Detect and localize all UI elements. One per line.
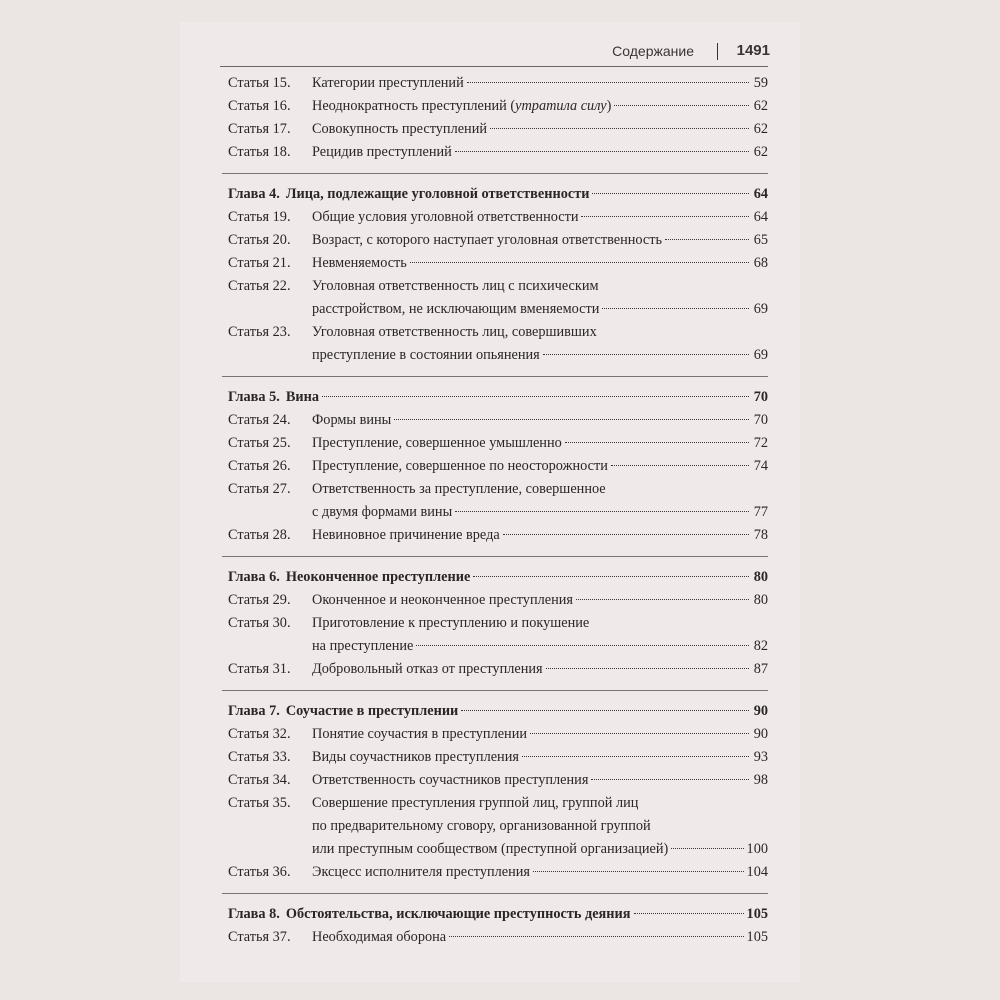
- toc-page-number: 78: [753, 527, 768, 543]
- dot-leader: [455, 511, 749, 512]
- dot-leader: [410, 262, 749, 263]
- toc-chapter-entry[interactable]: [228, 566, 768, 589]
- toc-page-number: 62: [753, 98, 768, 114]
- toc-article-entry[interactable]: [228, 275, 768, 321]
- dot-leader: [671, 848, 743, 849]
- table-of-contents: [228, 72, 768, 949]
- toc-entry-title: преступление в состоянии опьянения: [312, 347, 540, 363]
- toc-entry-prefix: Статья 35.: [228, 795, 291, 811]
- toc-article-entry[interactable]: [228, 141, 768, 164]
- toc-page-number: 74: [753, 458, 768, 474]
- toc-entry-title: Невиновное причинение вреда: [312, 527, 500, 543]
- toc-page-number: 105: [746, 929, 768, 945]
- dot-leader: [533, 871, 744, 872]
- dot-leader: [449, 936, 743, 937]
- toc-page-number: 65: [753, 232, 768, 248]
- dot-leader: [530, 733, 749, 734]
- dot-leader: [461, 710, 749, 711]
- toc-article-entry[interactable]: [228, 612, 768, 658]
- toc-entry-title: Уголовная ответственность лиц с психическим: [312, 278, 599, 294]
- dot-leader: [591, 779, 749, 780]
- toc-entry-prefix: Статья 24.: [228, 412, 291, 428]
- toc-entry-prefix: Статья 15.: [228, 75, 291, 91]
- chapter-divider: [222, 556, 768, 557]
- chapter-divider: [222, 690, 768, 691]
- toc-article-entry[interactable]: [228, 861, 768, 884]
- toc-page-number: 100: [746, 841, 768, 857]
- toc-entry-title: Необходимая оборона: [312, 929, 447, 945]
- dot-leader: [611, 465, 749, 466]
- toc-entry-prefix: Глава 6.: [228, 569, 280, 585]
- toc-article-entry[interactable]: [228, 926, 768, 949]
- chapter-divider: [222, 173, 768, 174]
- toc-entry-title: Рецидив преступлений: [312, 144, 452, 160]
- toc-entry-title: Неоконченное преступление: [285, 569, 471, 585]
- toc-entry-prefix: Глава 4.: [228, 186, 280, 202]
- toc-entry-title: Неоднократность преступлений (утратила силу): [312, 98, 612, 114]
- toc-article-entry[interactable]: [228, 252, 768, 275]
- toc-article-entry[interactable]: [228, 206, 768, 229]
- toc-entry-title: Ответственность соучастников преступления: [312, 772, 589, 788]
- toc-entry-title: Эксцесс исполнителя преступления: [312, 864, 530, 880]
- toc-page-number: 105: [746, 906, 768, 922]
- toc-entry-title: Совокупность преступлений: [312, 121, 488, 137]
- toc-entry-title: с двумя формами вины: [312, 504, 453, 520]
- toc-article-entry[interactable]: [228, 95, 768, 118]
- toc-entry-prefix: Глава 7.: [228, 703, 280, 719]
- dot-leader: [546, 668, 749, 669]
- toc-chapter-entry[interactable]: [228, 386, 768, 409]
- toc-page-number: 69: [753, 347, 768, 363]
- toc-entry-prefix: Глава 5.: [228, 389, 280, 405]
- toc-entry-title: Обстоятельства, исключающие преступность деяния: [285, 906, 631, 922]
- toc-entry-title: Вина: [285, 389, 319, 405]
- chapter-divider: [222, 893, 768, 894]
- toc-entry-title: Уголовная ответственность лиц, совершивших: [312, 324, 597, 340]
- toc-article-entry[interactable]: [228, 229, 768, 252]
- toc-page-number: 87: [753, 661, 768, 677]
- toc-entry-prefix: Статья 27.: [228, 481, 291, 497]
- toc-entry-title: расстройством, не исключающим вменяемости: [312, 301, 600, 317]
- toc-chapter-entry[interactable]: [228, 903, 768, 926]
- dot-leader: [581, 216, 749, 217]
- toc-page-number: 77: [753, 504, 768, 520]
- dot-leader: [416, 645, 749, 646]
- toc-article-entry[interactable]: [228, 409, 768, 432]
- toc-entry-prefix: Статья 26.: [228, 458, 291, 474]
- dot-leader: [592, 193, 749, 194]
- dot-leader: [614, 105, 749, 106]
- dot-leader: [455, 151, 749, 152]
- toc-entry-prefix: Статья 25.: [228, 435, 291, 451]
- chapter-divider: [222, 376, 768, 377]
- toc-article-entry[interactable]: [228, 658, 768, 681]
- toc-entry-title: Оконченное и неоконченное преступления: [312, 592, 573, 608]
- toc-entry-title: или преступным сообществом (преступной организацией): [312, 841, 669, 857]
- toc-entry-title: Возраст, с которого наступает уголовная ответственность: [312, 232, 663, 248]
- toc-page-number: 93: [753, 749, 768, 765]
- toc-entry-prefix: Статья 16.: [228, 98, 291, 114]
- toc-article-entry[interactable]: [228, 524, 768, 547]
- header-rule: [220, 66, 768, 67]
- dot-leader: [576, 599, 749, 600]
- dot-leader: [565, 442, 749, 443]
- dot-leader: [490, 128, 749, 129]
- toc-page-number: 80: [753, 592, 768, 608]
- toc-article-entry[interactable]: [228, 769, 768, 792]
- toc-entry-prefix: Статья 32.: [228, 726, 291, 742]
- toc-entry-title: Лица, подлежащие уголовной ответственности: [285, 186, 590, 202]
- toc-page-number: 62: [753, 121, 768, 137]
- toc-entry-prefix: Статья 21.: [228, 255, 291, 271]
- running-head-title: Содержание: [612, 43, 694, 59]
- toc-page-number: 69: [753, 301, 768, 317]
- toc-page-number: 80: [753, 569, 768, 585]
- toc-page-number: 62: [753, 144, 768, 160]
- toc-entry-prefix: Статья 19.: [228, 209, 291, 225]
- toc-entry-title: по предварительному сговору, организованной группой: [312, 818, 651, 834]
- toc-page-number: 70: [753, 389, 768, 405]
- toc-entry-title: на преступление: [312, 638, 414, 654]
- toc-article-entry[interactable]: [228, 746, 768, 769]
- toc-entry-title: Ответственность за преступление, совершенное: [312, 481, 606, 497]
- toc-article-entry[interactable]: [228, 589, 768, 612]
- dot-leader: [665, 239, 749, 240]
- toc-page-number: 72: [753, 435, 768, 451]
- toc-entry-title: Невменяемость: [312, 255, 407, 271]
- toc-entry-title: Формы вины: [312, 412, 392, 428]
- toc-entry-prefix: Статья 20.: [228, 232, 291, 248]
- toc-entry-prefix: Статья 36.: [228, 864, 291, 880]
- toc-entry-prefix: Статья 34.: [228, 772, 291, 788]
- toc-page-number: 82: [753, 638, 768, 654]
- toc-article-entry[interactable]: [228, 792, 768, 861]
- toc-article-entry[interactable]: [228, 432, 768, 455]
- dot-leader: [602, 308, 749, 309]
- dot-leader: [634, 913, 744, 914]
- running-head: [600, 40, 770, 64]
- toc-entry-prefix: Статья 22.: [228, 278, 291, 294]
- toc-entry-prefix: Статья 29.: [228, 592, 291, 608]
- toc-entry-prefix: Статья 31.: [228, 661, 291, 677]
- toc-article-entry[interactable]: [228, 321, 768, 367]
- dot-leader: [467, 82, 749, 83]
- dot-leader: [503, 534, 749, 535]
- toc-entry-prefix: Статья 33.: [228, 749, 291, 765]
- toc-page-number: 70: [753, 412, 768, 428]
- toc-entry-prefix: Статья 37.: [228, 929, 291, 945]
- toc-article-entry[interactable]: [228, 723, 768, 746]
- toc-page-number: 59: [753, 75, 768, 91]
- page-number: 1491: [736, 42, 770, 59]
- toc-entry-title: Понятие соучастия в преступлении: [312, 726, 528, 742]
- toc-entry-title: Виды соучастников преступления: [312, 749, 519, 765]
- toc-page-number: 104: [746, 864, 768, 880]
- toc-page-number: 98: [753, 772, 768, 788]
- dot-leader: [322, 396, 749, 397]
- toc-page-number: 68: [753, 255, 768, 271]
- toc-article-entry[interactable]: [228, 478, 768, 524]
- dot-leader: [473, 576, 749, 577]
- toc-entry-title: Преступление, совершенное умышленно: [312, 435, 562, 451]
- toc-entry-prefix: Статья 17.: [228, 121, 291, 137]
- toc-entry-title: Преступление, совершенное по неосторожности: [312, 458, 608, 474]
- toc-entry-title: Соучастие в преступлении: [285, 703, 459, 719]
- toc-article-entry[interactable]: [228, 118, 768, 141]
- toc-chapter-entry[interactable]: [228, 183, 768, 206]
- dot-leader: [522, 756, 749, 757]
- toc-entry-prefix: Статья 30.: [228, 615, 291, 631]
- dot-leader: [543, 354, 749, 355]
- toc-entry-title: Добровольный отказ от преступления: [312, 661, 543, 677]
- toc-page-number: 90: [753, 726, 768, 742]
- dot-leader: [394, 419, 749, 420]
- toc-entry-prefix: Статья 18.: [228, 144, 291, 160]
- toc-article-entry[interactable]: [228, 72, 768, 95]
- toc-article-entry[interactable]: [228, 455, 768, 478]
- toc-entry-prefix: Глава 8.: [228, 906, 280, 922]
- running-head-separator: [717, 43, 719, 60]
- toc-entry-prefix: Статья 23.: [228, 324, 291, 340]
- toc-page-number: 64: [753, 186, 768, 202]
- toc-entry-title: Совершение преступления группой лиц, группой лиц: [312, 795, 639, 811]
- toc-entry-prefix: Статья 28.: [228, 527, 291, 543]
- toc-entry-title: Категории преступлений: [312, 75, 464, 91]
- toc-entry-title: Приготовление к преступлению и покушение: [312, 615, 590, 631]
- toc-chapter-entry[interactable]: [228, 700, 768, 723]
- toc-entry-title: Общие условия уголовной ответственности: [312, 209, 579, 225]
- toc-page-number: 64: [753, 209, 768, 225]
- toc-page-number: 90: [753, 703, 768, 719]
